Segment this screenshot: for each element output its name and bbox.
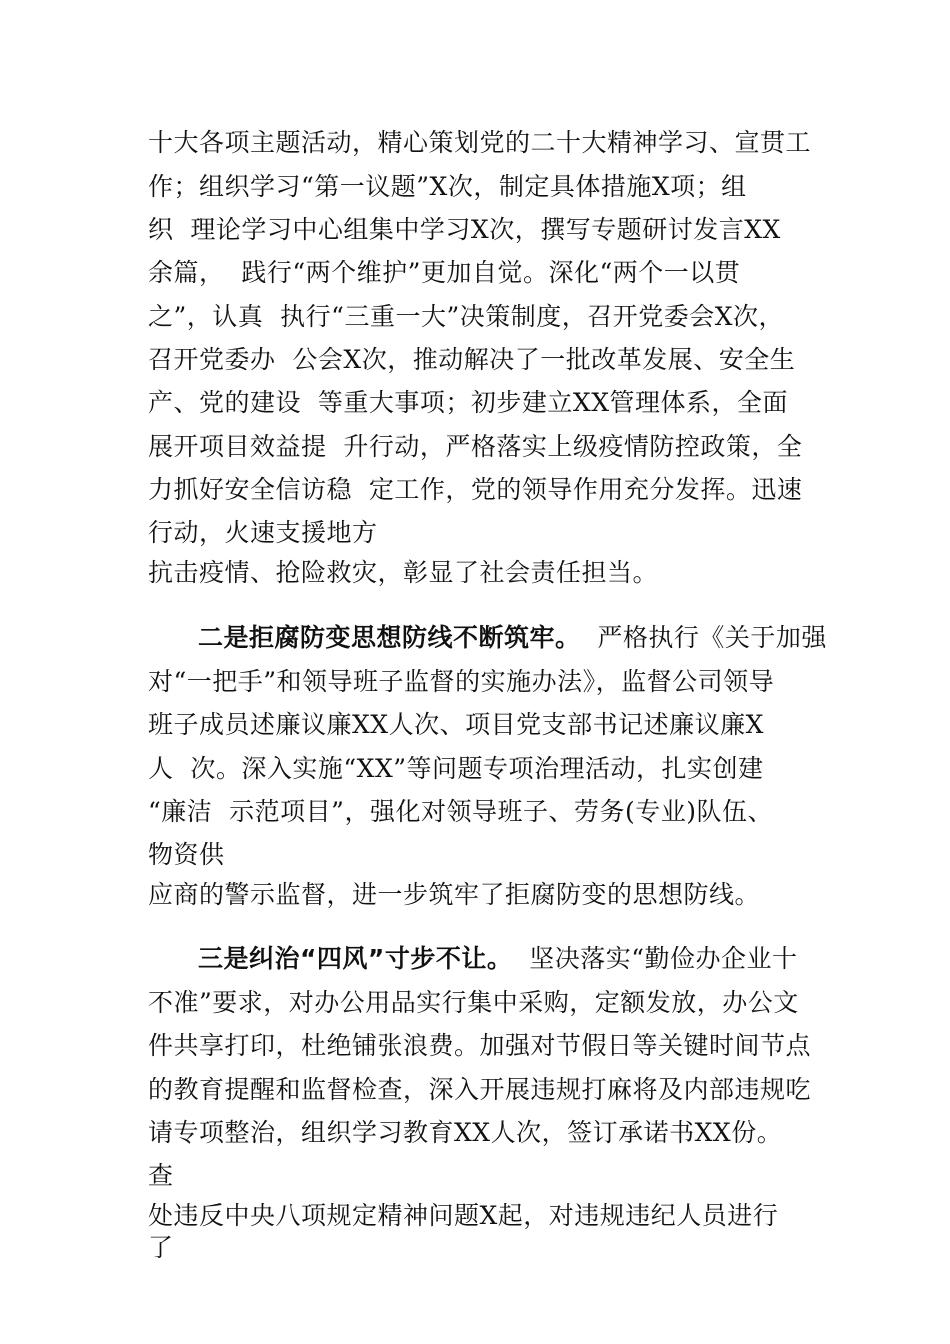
text-line: 班子成员述廉议廉XX人次、项目党支部书记述廉议廉X <box>148 710 764 739</box>
text-line: “廉洁 示范项目”，强化对领导班子、劳务(专业)队伍、 <box>148 797 773 826</box>
text-line: 作；组织学习“第一议题”X次，制定具体措施X项；组 <box>148 172 747 201</box>
text-span: 严格执行《关于加强 <box>580 623 827 652</box>
text-line: 请专项整治，组织学习教育XX人次，签订承诺书XX份。 <box>148 1118 783 1147</box>
paragraph-first-line <box>198 944 798 974</box>
text-line: 人 次。深入实施“XX”等问题专项治理活动，扎实创建 <box>148 754 764 783</box>
text-line: 十大各项主题活动，精心策划党的二十大精神学习、宣贯工 <box>148 128 812 157</box>
text-line: 抗击疫情、抢险救灾，彰显了社会责任担当。 <box>148 558 659 587</box>
text-line: 行动，火速支援地方 <box>148 518 378 547</box>
text-line: 展开项目效益提 升行动，严格落实上级疫情防控政策，全 <box>148 432 803 461</box>
paragraph-first-line <box>198 623 827 653</box>
text-line: 处违反中央八项规定精神问题X起，对违规违纪人员进行 <box>148 1201 779 1230</box>
text-line: 了 <box>148 1233 174 1262</box>
text-line: 应商的警示监督，进一步筑牢了拒腐防变的思想防线。 <box>148 880 761 909</box>
text-line: 查 <box>148 1161 174 1190</box>
text-line: 力抓好安全信访稳 定工作，党的领导作用充分发挥。迅速 <box>148 475 803 504</box>
text-line: 件共享打印，杜绝铺张浪费。加强对节假日等关键时间节点 <box>148 1031 812 1060</box>
text-span: 坚决落实“勤俭办企业十 <box>512 944 798 973</box>
section-heading: 三是纠治“四风”寸步不让。 <box>198 944 513 973</box>
section-heading: 二是拒腐防变思想防线不断筑牢。 <box>198 623 581 652</box>
text-line: 对“一把手”和领导班子监督的实施办法》，监督公司领导 <box>148 667 775 696</box>
text-line: 的教育提醒和监督检查，深入开展违规打麻将及内部违规吃 <box>148 1075 812 1104</box>
text-line: 不准”要求，对办公用品实行集中采购，定额发放，办公文 <box>148 988 799 1017</box>
text-line: 召开党委办 公会X次，推动解决了一批改革发展、安全生 <box>148 345 796 374</box>
text-line: 织 理论学习中心组集中学习X次，撰写专题研讨发言XX <box>148 215 781 244</box>
text-line: 产、党的建设 等重大事项；初步建立XX管理体系，全面 <box>148 388 788 417</box>
text-line: 物资供 <box>148 840 225 869</box>
text-line: 之”，认真 执行“三重一大”决策制度，召开党委会X次， <box>148 302 785 331</box>
text-line: 余篇， 践行“两个维护”更加自觉。深化“两个一以贯 <box>148 258 741 287</box>
